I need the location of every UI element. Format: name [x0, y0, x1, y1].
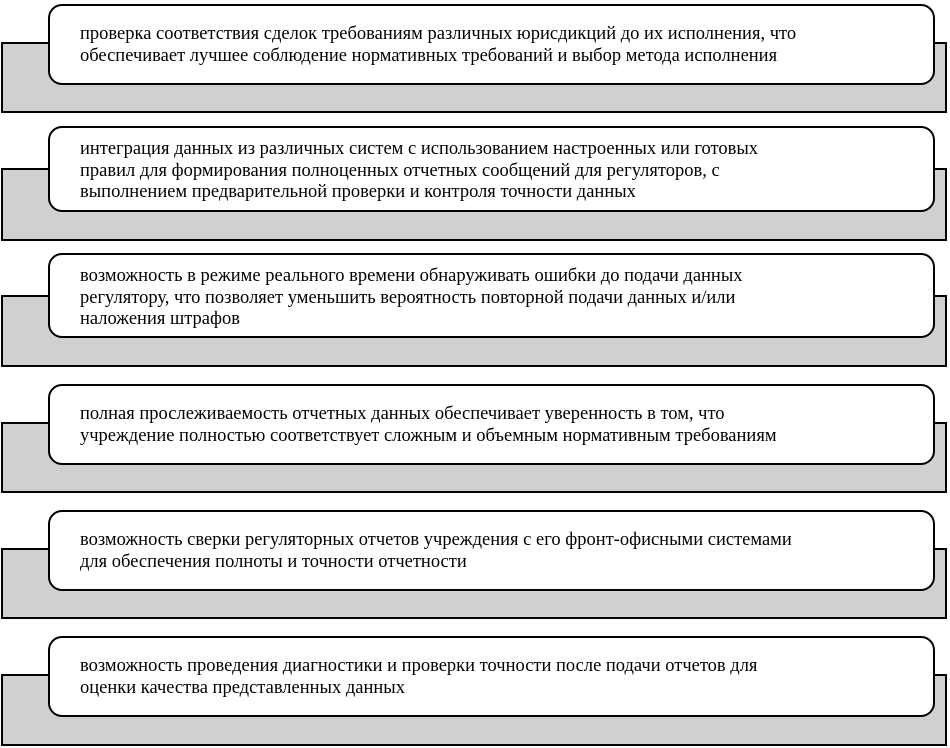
- item-text-box: интеграция данных из различных систем с использованием настроенных или готовых правил для формирования полноценных отчетных сообщений для регуляторов, с выполнением предварительной проверки и контроля точности данных: [48, 126, 935, 212]
- item-text-box: возможность в режиме реального времени обнаруживать ошибки до подачи данных регулятору, что позволяет уменьшить вероятность повторной подачи данных и/или наложения штрафов: [48, 253, 935, 338]
- list-item: [0, 380, 950, 493]
- list-item: [0, 126, 950, 241]
- list-item: [0, 0, 950, 113]
- list-item: [0, 506, 950, 619]
- item-text-box: полная прослеживаемость отчетных данных обеспечивает уверенность в том, что учреждение полностью соответствует сложным и объемным нормативным требованиям: [48, 384, 935, 465]
- item-text-box: возможность сверки регуляторных отчетов учреждения с его фронт-офисными системами для обеспечения полноты и точности отчетности: [48, 510, 935, 591]
- item-text-box: возможность проведения диагностики и проверки точности после подачи отчетов для оценки качества представленных данных: [48, 636, 935, 717]
- list-item: [0, 253, 950, 367]
- item-text-box: проверка соответствия сделок требованиям различных юрисдикций до их исполнения, что обеспечивает лучшее соблюдение нормативных требований и выбор метода исполнения: [48, 4, 935, 85]
- list-item: [0, 632, 950, 746]
